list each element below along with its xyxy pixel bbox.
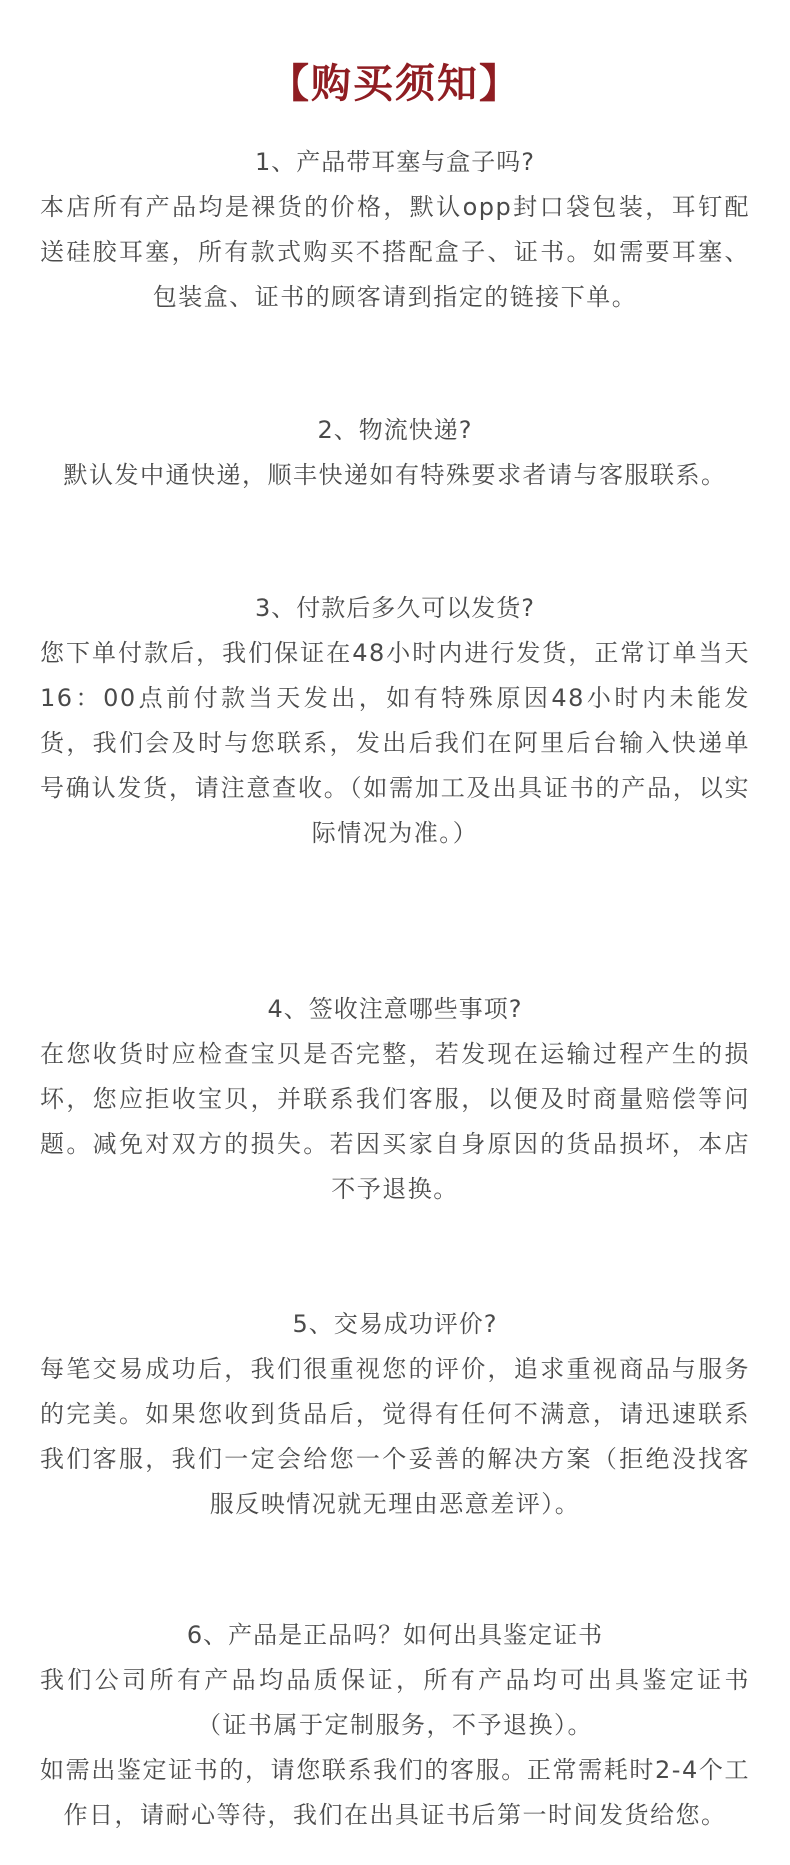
faq-question-5: 5、交易成功评价? bbox=[292, 1310, 498, 1338]
faq-answer-1: 本店所有产品均是裸货的价格，默认opp封口袋包装，耳钉配送硅胶耳塞，所有款式购买不搭配盒子、证书。如需要耳塞、包装盒、证书的顾客请到指定的链接下单。 bbox=[40, 193, 750, 311]
faq-answer-5: 每笔交易成功后，我们很重视您的评价，追求重视商品与服务的完美。如果您收到货品后，觉得有任何不满意，请迅速联系我们客服，我们一定会给您一个妥善的解决方案（拒绝没找客服反映情况就无理由恶意差评）。 bbox=[40, 1355, 750, 1518]
faq-answer-6-certificate: 如需出鉴定证书的，请您联系我们的客服。正常需耗时2-4个工作日，请耐心等待，我们在出具证书后第一时间发货给您。 bbox=[40, 1756, 750, 1829]
faq-answer-4: 在您收货时应检查宝贝是否完整，若发现在运输过程产生的损坏，您应拒收宝贝，并联系我们客服，以便及时商量赔偿等问题。减免对双方的损失。若因买家自身原因的货品损坏，本店不予退换。 bbox=[40, 1040, 750, 1203]
page-title: 【购买须知】 bbox=[269, 61, 521, 107]
faq-answer-2: 默认发中通快递，顺丰快递如有特殊要求者请与客服联系。 bbox=[63, 461, 727, 489]
faq-question-6: 6、产品是正品吗？如何出具鉴定证书 bbox=[186, 1621, 604, 1649]
faq-section-3 bbox=[40, 586, 750, 856]
faq-section-6 bbox=[40, 1613, 750, 1838]
faq-section-2 bbox=[40, 408, 750, 498]
faq-section-5 bbox=[40, 1302, 750, 1527]
faq-question-1: 1、产品带耳塞与盒子吗? bbox=[254, 148, 535, 176]
faq-question-3: 3、付款后多久可以发货? bbox=[254, 594, 535, 622]
faq-question-2: 2、物流快递? bbox=[317, 416, 473, 444]
faq-section-1 bbox=[40, 140, 750, 320]
faq-question-4: 4、签收注意哪些事项? bbox=[267, 995, 523, 1023]
faq-answer-6: 我们公司所有产品均品质保证，所有产品均可出具鉴定证书（证书属于定制服务，不予退换）。 bbox=[40, 1666, 750, 1739]
faq-section-4 bbox=[40, 987, 750, 1212]
faq-answer-3: 您下单付款后，我们保证在48小时内进行发货，正常订单当天16：00点前付款当天发出，如有特殊原因48小时内未能发货，我们会及时与您联系，发出后我们在阿里后台输入快递单号确认发货，请注意查收。（如需加工及出具证书的产品，以实际情况为准。） bbox=[40, 639, 750, 847]
